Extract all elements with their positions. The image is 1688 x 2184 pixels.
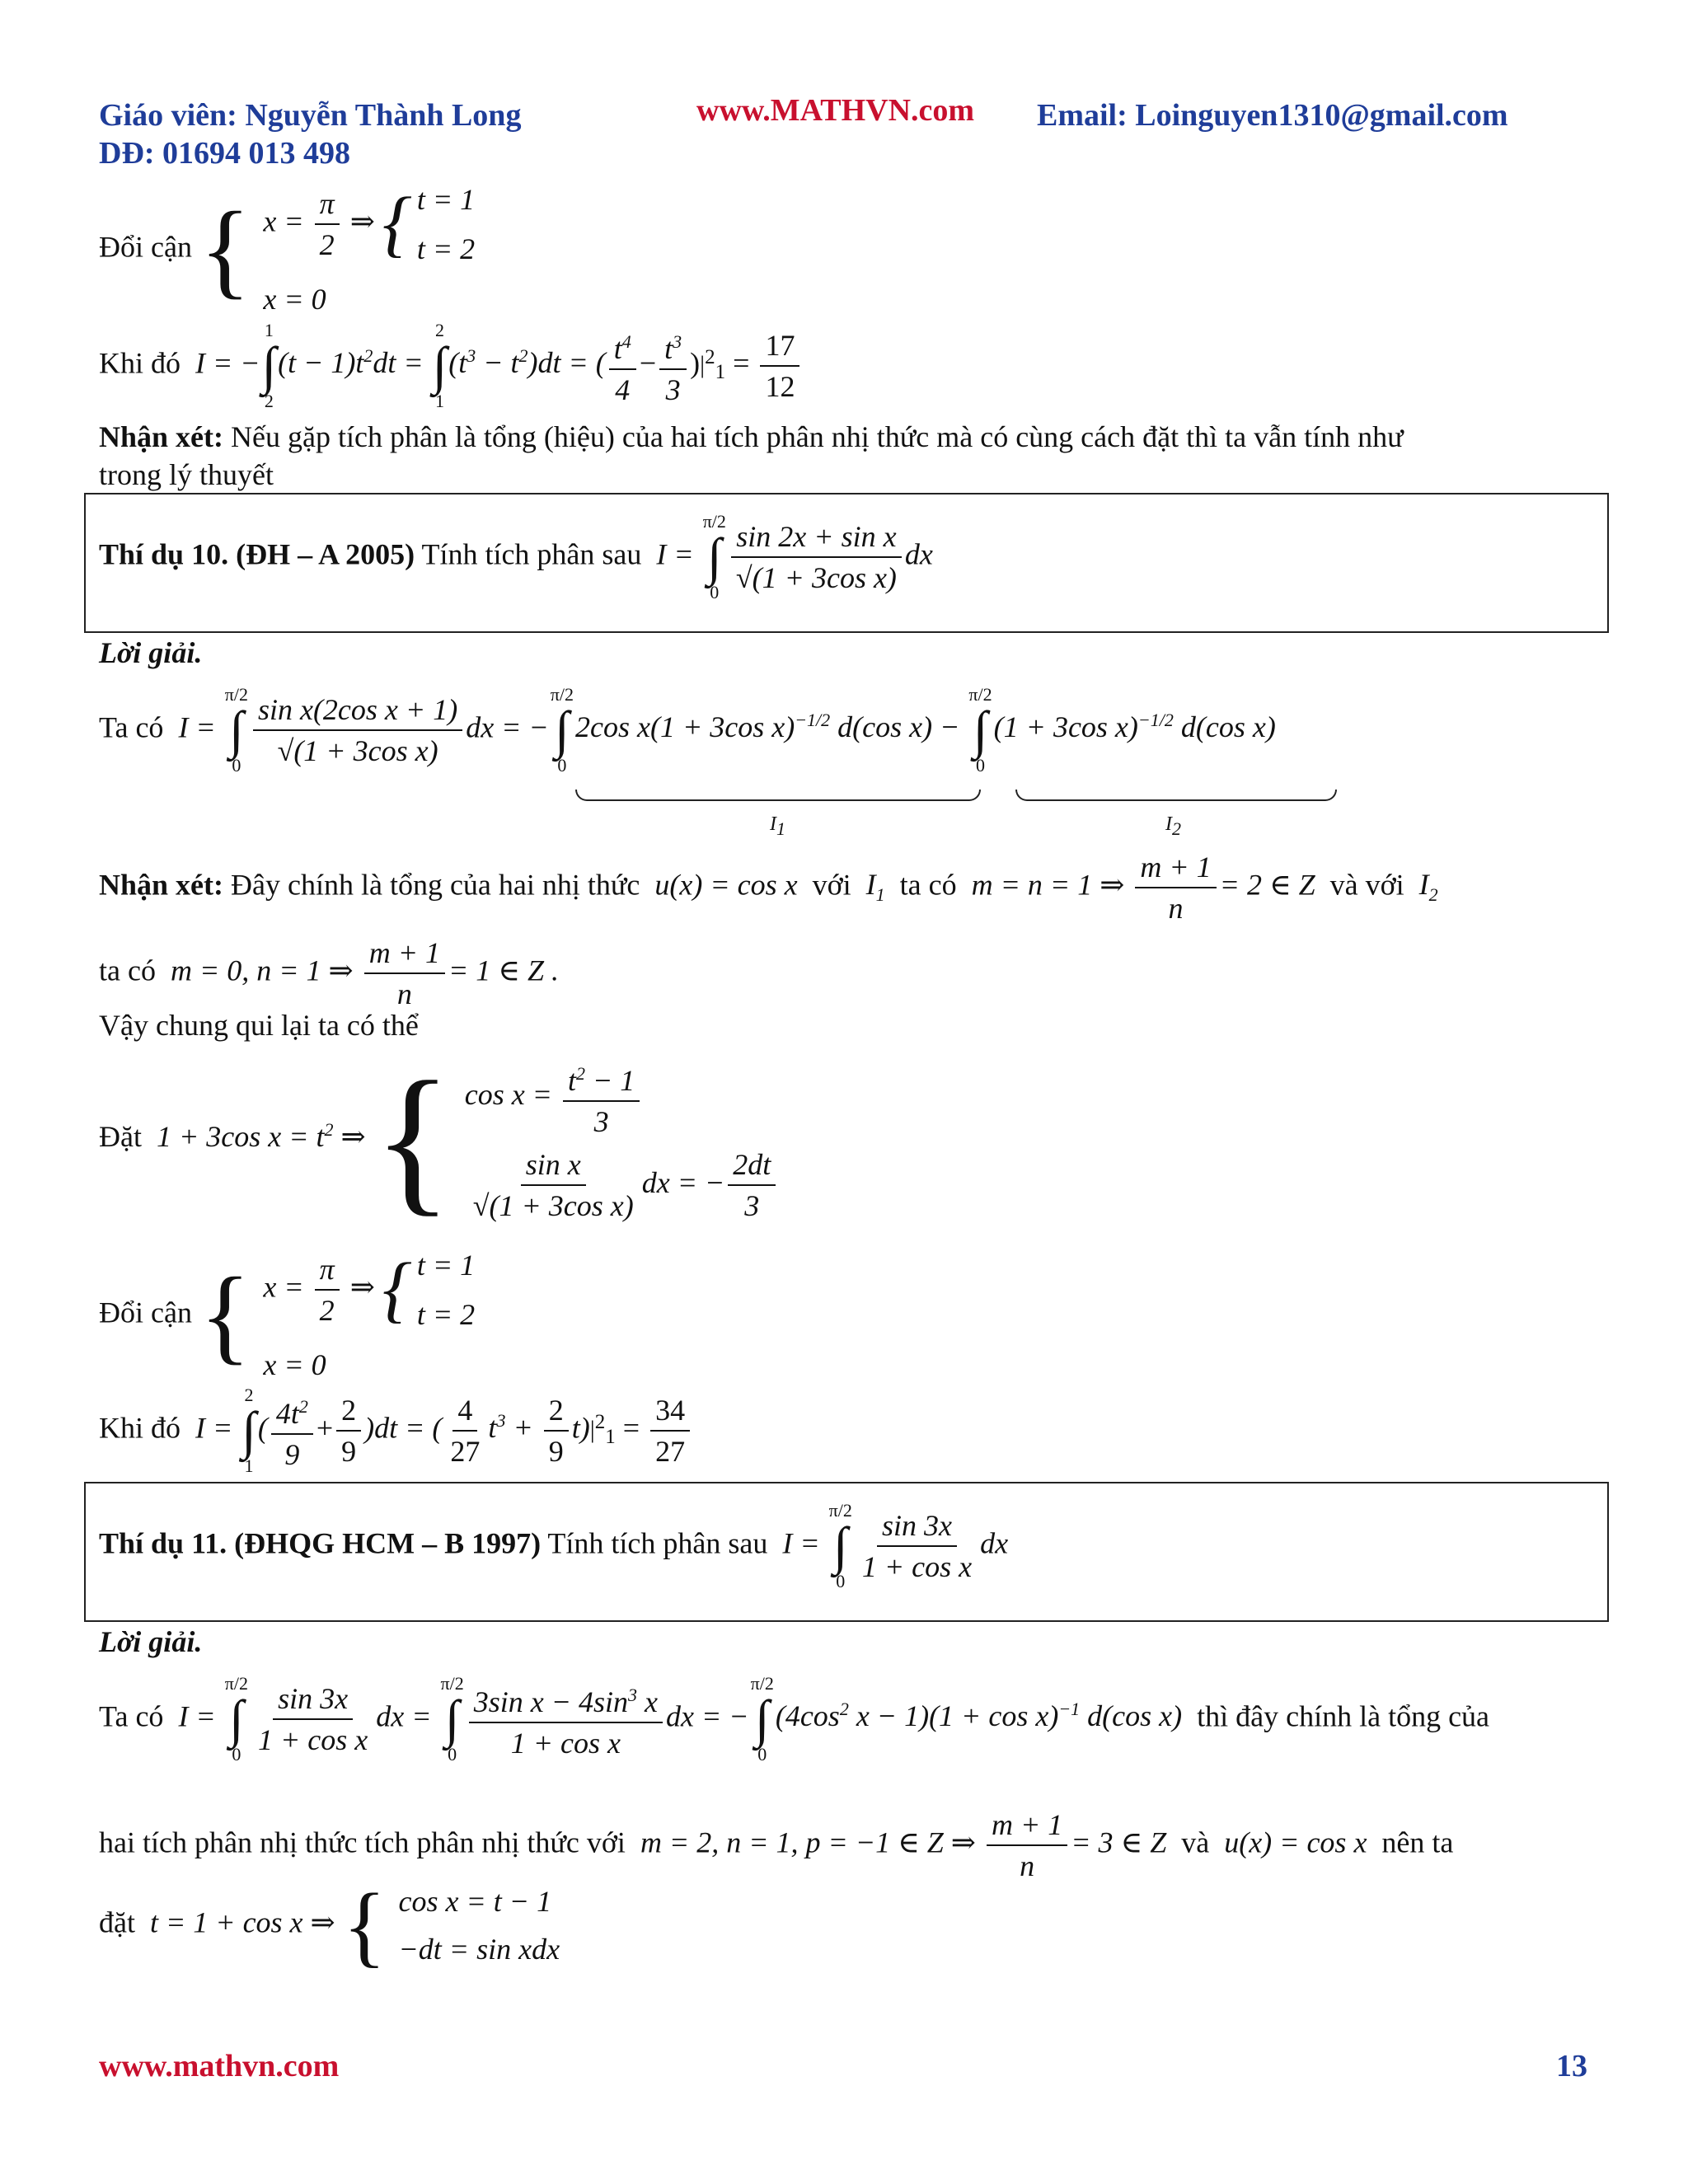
substitution-10: Đặt 1 + 3cos $x = t^2$ ⇒ { cos x = $\frac{t^2 - 1}{3}$ $\frac{\text{sin x}}{\text{√(1 + 3cos x)}}$ dx = − $\frac{2dt}{3}$: [99, 1053, 779, 1226]
header-phone: DĐ: 01694 013 498: [99, 136, 351, 171]
solution-label-10: Lời giải.: [99, 636, 203, 669]
label-khi-do: Khi đó: [99, 346, 181, 380]
underbrace-i1: [575, 790, 981, 801]
remark-top-cont: trong lý thuyết: [99, 458, 274, 491]
remark-10: Nhận xét: Đây chính là tổng của hai nhị thức u(x) = cos x với $I_1$ ta có m = n = 1 ⇒ $\frac{m + 1}{n}$ = 2 ∈ Z và với $I_2$: [99, 847, 1438, 928]
result-line-2: Khi đó I = 2 ∫ 1 ( $\frac{4t^2}{9}$ + $\frac{2}{9}$ )dt = ( $\frac{4}{27}$ $t^3$ + $\frac{2}{9}$ $t)|^2_1$ = $\frac{34}{27}$: [99, 1385, 693, 1477]
remark-top: [99, 419, 1404, 455]
conclusion-10: Vậy chung qui lại ta có thể: [99, 1009, 419, 1042]
label-doi-can: Đổi cận: [99, 230, 192, 264]
example-11-line2: hai tích phân nhị thức tích phân nhị thức với m = 2, n = 1, p = −1 ∈ Z ⇒ $\frac{m + 1}{n}$ = 3 ∈ Z và u(x) = cos x nên ta: [99, 1805, 1453, 1886]
label-dat-11: đặt: [99, 1905, 135, 1939]
footer-website[interactable]: www.mathvn.com: [99, 2049, 340, 2083]
label-khi-do-2: Khi đó: [99, 1411, 181, 1445]
teacher-name: Giáo viên: Nguyễn Thành Long: [99, 98, 522, 133]
change-bounds-2: Đổi cận { x = $\frac{\pi}{2}$ ⇒ { t = 1 t = 2 x = 0: [99, 1249, 476, 1381]
example-10-statement: Thí dụ 10. (ĐH – A 2005) Tính tích phân sau I = π/2 ∫ 0 $\frac{\text{sin 2x + sin x}}{\text{√(1 + 3cos x)}}$ dx: [99, 511, 933, 602]
solution-label-11: Lời giải.: [99, 1625, 203, 1658]
example-11-statement: Thí dụ 11. (ĐHQG HCM – B 1997) Tính tích phân sau I = π/2 ∫ 0 $\frac{\sin 3x}{\text{1 + cos x}}$ dx: [99, 1500, 1009, 1591]
remark-10-d: và với: [1329, 868, 1404, 902]
label-nhan-xet-10: Nhận xét:: [99, 868, 223, 902]
remark-text: Nếu gặp tích phân là tổng (hiệu) của hai tích phân nhị thức mà có cùng cách đặt thì ta vẫn tính như: [231, 420, 1404, 453]
remark-10-b: với: [812, 868, 851, 902]
label-nhan-xet: Nhận xét:: [99, 420, 223, 453]
remark-10-ta-co: ta có: [99, 954, 156, 987]
example-10-prompt: Tính tích phân sau: [421, 537, 642, 571]
example-11-line2a: hai tích phân nhị thức tích phân nhị thức với: [99, 1825, 626, 1859]
example-11-line2c: nên ta: [1381, 1825, 1454, 1859]
example-11-line2b: và: [1181, 1825, 1210, 1859]
example-11-expansion: Ta có I = π/2 ∫ 0 $\frac{\sin 3x}{\text{1 + cos x}}$ dx = π/2 ∫ 0 $\frac{3\sin x - 4\sin^3 x}{\text{1 + cos x}}$ dx = − π/2 ∫ 0 ($4\cos^2$ $x - 1)(1 + \cos x)^{-1}$ d(cos x) thì đây chính là tổng của: [99, 1673, 1490, 1765]
example-11-prompt: Tính tích phân sau: [547, 1526, 768, 1560]
example-11-title: Thí dụ 11. (ĐHQG HCM – B 1997): [99, 1526, 542, 1560]
example-11-tail: thì đây chính là tổng của: [1197, 1699, 1490, 1733]
page-number: 13: [1556, 2049, 1587, 2083]
label-i1: I1: [770, 813, 785, 839]
label-ta-co-11: Ta có: [99, 1699, 164, 1733]
header-website[interactable]: www.MATHVN.com: [696, 93, 975, 128]
example-10-title: Thí dụ 10. (ĐH – A 2005): [99, 537, 415, 571]
example-10-expansion: Ta có I = π/2 ∫ 0 $\frac{\text{sin x(2cos x + 1)}}{\text{√(1 + 3cos x)}}$ dx = − π/2 ∫ 0 2cos x(1 + 3cos x)$^{-1/2}$ d(cos x) − π/2 ∫ 0 (1 + 3cos x)$^{-1/2}$ d(cos x): [99, 684, 1276, 776]
remark-10-a: Đây chính là tổng của hai nhị thức: [231, 868, 640, 902]
header-email[interactable]: Email: Loinguyen1310@gmail.com: [1037, 98, 1508, 133]
label-i2: I2: [1165, 813, 1181, 839]
remark-10-line2: ta có m = 0, n = 1 ⇒ $\frac{m + 1}{n}$ = 1 ∈ Z .: [99, 933, 559, 1014]
remark-10-c: ta có: [899, 868, 957, 902]
label-doi-can-2: Đổi cận: [99, 1296, 192, 1329]
label-ta-co: Ta có: [99, 710, 164, 744]
result-line-1: Khi đó I = − 1 ∫ 2 $(t - 1)t^2dt$ = 2 ∫ 1 $(t^3 - t^2)dt$ = ( $\frac{t^4}{4}$ − $\frac{t^3}{3}$ )$|^2_1$ = $\frac{17}{12}$: [99, 320, 803, 412]
label-dat: Đặt: [99, 1120, 142, 1153]
substitution-11: đặt t = 1 + cos x ⇒ { cos x = t − 1 −dt = sin xdx: [99, 1875, 560, 1975]
change-bounds-1: Đổi cận { x = $\frac{\pi}{2}$ ⇒ { t = 1 t = 2 x = 0: [99, 183, 476, 316]
underbrace-i2: [1015, 790, 1337, 801]
